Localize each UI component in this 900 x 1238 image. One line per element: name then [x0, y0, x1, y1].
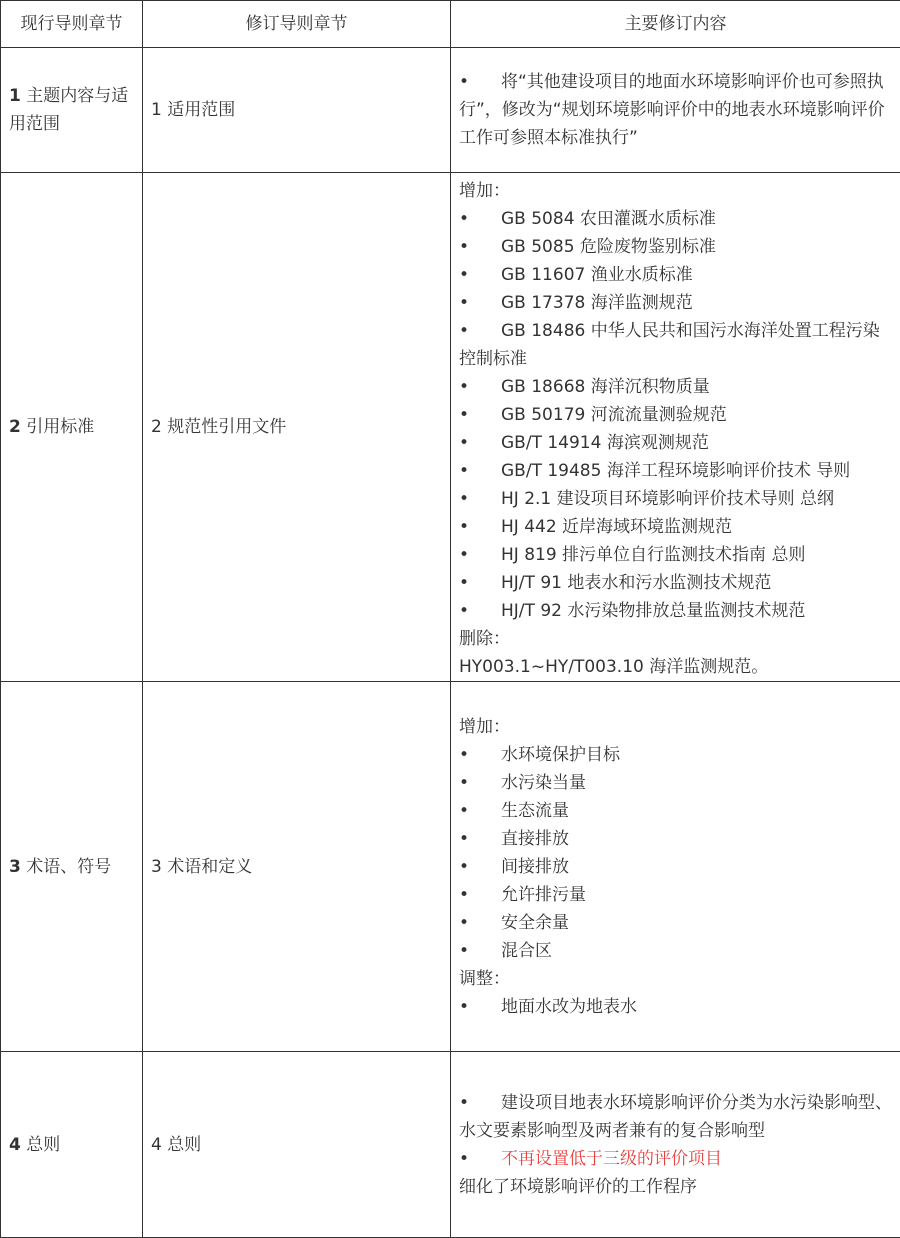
bullet-icon: • [459, 317, 501, 345]
chapter-title: 术语、符号 [26, 857, 111, 877]
bullet-item [459, 825, 892, 853]
bullet-item [459, 909, 892, 937]
chapter-title: 总则 [26, 1135, 60, 1155]
bullet-text: GB 50179 河流流量测验规范 [501, 405, 727, 425]
bullet-icon: • [459, 513, 501, 541]
content-text: 调整： [459, 965, 892, 993]
bullet-icon: • [459, 289, 501, 317]
content-text: 删除： [459, 625, 892, 653]
bullet-text: 建设项目地表水环境影响评价分类为水污染影响型、水文要素影响型及两者兼有的复合影响型 [459, 1093, 892, 1141]
bullet-item [459, 741, 892, 769]
bullet-text: GB 18668 海洋沉积物质量 [501, 377, 710, 397]
bullet-icon: • [459, 233, 501, 261]
bullet-item [459, 373, 892, 401]
bullet-icon: • [459, 937, 501, 965]
bullet-icon: • [459, 1089, 501, 1117]
bullet-text: 混合区 [501, 941, 552, 961]
bullet-item [459, 317, 892, 373]
bullet-item [459, 541, 892, 569]
bullet-item [459, 233, 892, 261]
bullet-text: 安全余量 [501, 913, 569, 933]
revised-chapter-title: 3 术语和定义 [151, 857, 252, 877]
bullet-text: HJ 819 排污单位自行监测技术指南 总则 [501, 545, 805, 565]
bullet-text: 水环境保护目标 [501, 745, 620, 765]
bullet-text: 不再设置低于三级的评价项目 [501, 1149, 722, 1169]
chapter-title: 主题内容与适用范围 [9, 86, 128, 134]
revised-chapter-cell [143, 682, 451, 1052]
bullet-item [459, 68, 892, 152]
bullet-icon: • [459, 1145, 501, 1173]
current-chapter-cell [1, 1052, 143, 1238]
table-row [1, 682, 900, 1052]
current-chapter-cell [1, 682, 143, 1052]
bullet-text: 将“其他建设项目的地面水环境影响评价也可参照执行”，修改为“规划环境影响评价中的地表水环境影响评价工作可参照本标准执行” [459, 72, 885, 148]
bullet-icon: • [459, 769, 501, 797]
bullet-icon: • [459, 569, 501, 597]
bullet-icon: • [459, 993, 501, 1021]
chapter-number: 4 [9, 1135, 21, 1155]
bullet-text: HJ 2.1 建设项目环境影响评价技术导则 总纲 [501, 489, 834, 509]
revised-chapter-cell [143, 48, 451, 173]
bullet-icon: • [459, 401, 501, 429]
bullet-item [459, 881, 892, 909]
bullet-icon: • [459, 597, 501, 625]
chapter-number: 2 [9, 417, 21, 437]
bullet-item [459, 1089, 892, 1145]
bullet-item [459, 797, 892, 825]
bullet-icon: • [459, 881, 501, 909]
bullet-item [459, 1145, 892, 1173]
bullet-item [459, 401, 892, 429]
bullet-text: GB 18486 中华人民共和国污水海洋处置工程污染控制标准 [459, 321, 880, 369]
header-row [1, 1, 900, 48]
bullet-item [459, 457, 892, 485]
bullet-icon: • [459, 909, 501, 937]
bullet-item [459, 513, 892, 541]
bullet-icon: • [459, 429, 501, 457]
bullet-item [459, 429, 892, 457]
bullet-item [459, 597, 892, 625]
current-chapter-cell [1, 173, 143, 682]
bullet-text: HJ/T 92 水污染物排放总量监测技术规范 [501, 601, 805, 621]
revision-content-cell [451, 1052, 900, 1238]
bullet-item [459, 205, 892, 233]
chapter-title: 引用标准 [26, 417, 94, 437]
revision-content-cell [451, 173, 900, 682]
bullet-text: 直接排放 [501, 829, 569, 849]
revised-chapter-cell [143, 173, 451, 682]
revised-chapter-title: 4 总则 [151, 1135, 201, 1155]
bullet-icon: • [459, 205, 501, 233]
bullet-icon: • [459, 741, 501, 769]
bullet-text: GB 17378 海洋监测规范 [501, 293, 693, 313]
header-revised-chapter: 修订导则章节 [143, 1, 451, 48]
bullet-icon: • [459, 261, 501, 289]
bullet-text: 生态流量 [501, 801, 569, 821]
bullet-text: GB 11607 渔业水质标准 [501, 265, 693, 285]
table-row [1, 173, 900, 682]
header-current-chapter: 现行导则章节 [1, 1, 143, 48]
revised-chapter-title: 1 适用范围 [151, 100, 235, 120]
bullet-text: GB 5085 危险废物鉴别标准 [501, 237, 716, 257]
bullet-text: 地面水改为地表水 [501, 997, 637, 1017]
bullet-icon: • [459, 853, 501, 881]
bullet-icon: • [459, 457, 501, 485]
bullet-text: GB 5084 农田灌溉水质标准 [501, 209, 716, 229]
chapter-number: 1 [9, 86, 21, 106]
bullet-item [459, 569, 892, 597]
current-chapter-cell [1, 48, 143, 173]
revised-chapter-title: 2 规范性引用文件 [151, 417, 286, 437]
table-row [1, 1052, 900, 1238]
bullet-icon: • [459, 825, 501, 853]
bullet-icon: • [459, 373, 501, 401]
bullet-item [459, 853, 892, 881]
bullet-icon: • [459, 797, 501, 825]
revision-content-cell [451, 682, 900, 1052]
bullet-item [459, 485, 892, 513]
bullet-text: 间接排放 [501, 857, 569, 877]
content-text: HY003.1~HY/T003.10 海洋监测规范。 [459, 653, 892, 681]
header-main-revisions: 主要修订内容 [451, 1, 900, 48]
content-text: 增加： [459, 177, 892, 205]
bullet-item [459, 993, 892, 1021]
bullet-text: GB/T 14914 海滨观测规范 [501, 433, 709, 453]
bullet-text: HJ/T 91 地表水和污水监测技术规范 [501, 573, 771, 593]
revised-chapter-cell [143, 1052, 451, 1238]
bullet-text: HJ 442 近岸海域环境监测规范 [501, 517, 732, 537]
bullet-text: GB/T 19485 海洋工程环境影响评价技术 导则 [501, 461, 850, 481]
content-text: 增加： [459, 713, 892, 741]
bullet-icon: • [459, 541, 501, 569]
revision-content-cell [451, 48, 900, 173]
bullet-text: 允许排污量 [501, 885, 586, 905]
bullet-text: 水污染当量 [501, 773, 586, 793]
bullet-item [459, 769, 892, 797]
bullet-item [459, 289, 892, 317]
bullet-icon: • [459, 485, 501, 513]
chapter-number: 3 [9, 857, 21, 877]
bullet-icon: • [459, 68, 501, 96]
table-row [1, 48, 900, 173]
content-text: 细化了环境影响评价的工作程序 [459, 1173, 892, 1201]
bullet-item [459, 937, 892, 965]
bullet-item [459, 261, 892, 289]
